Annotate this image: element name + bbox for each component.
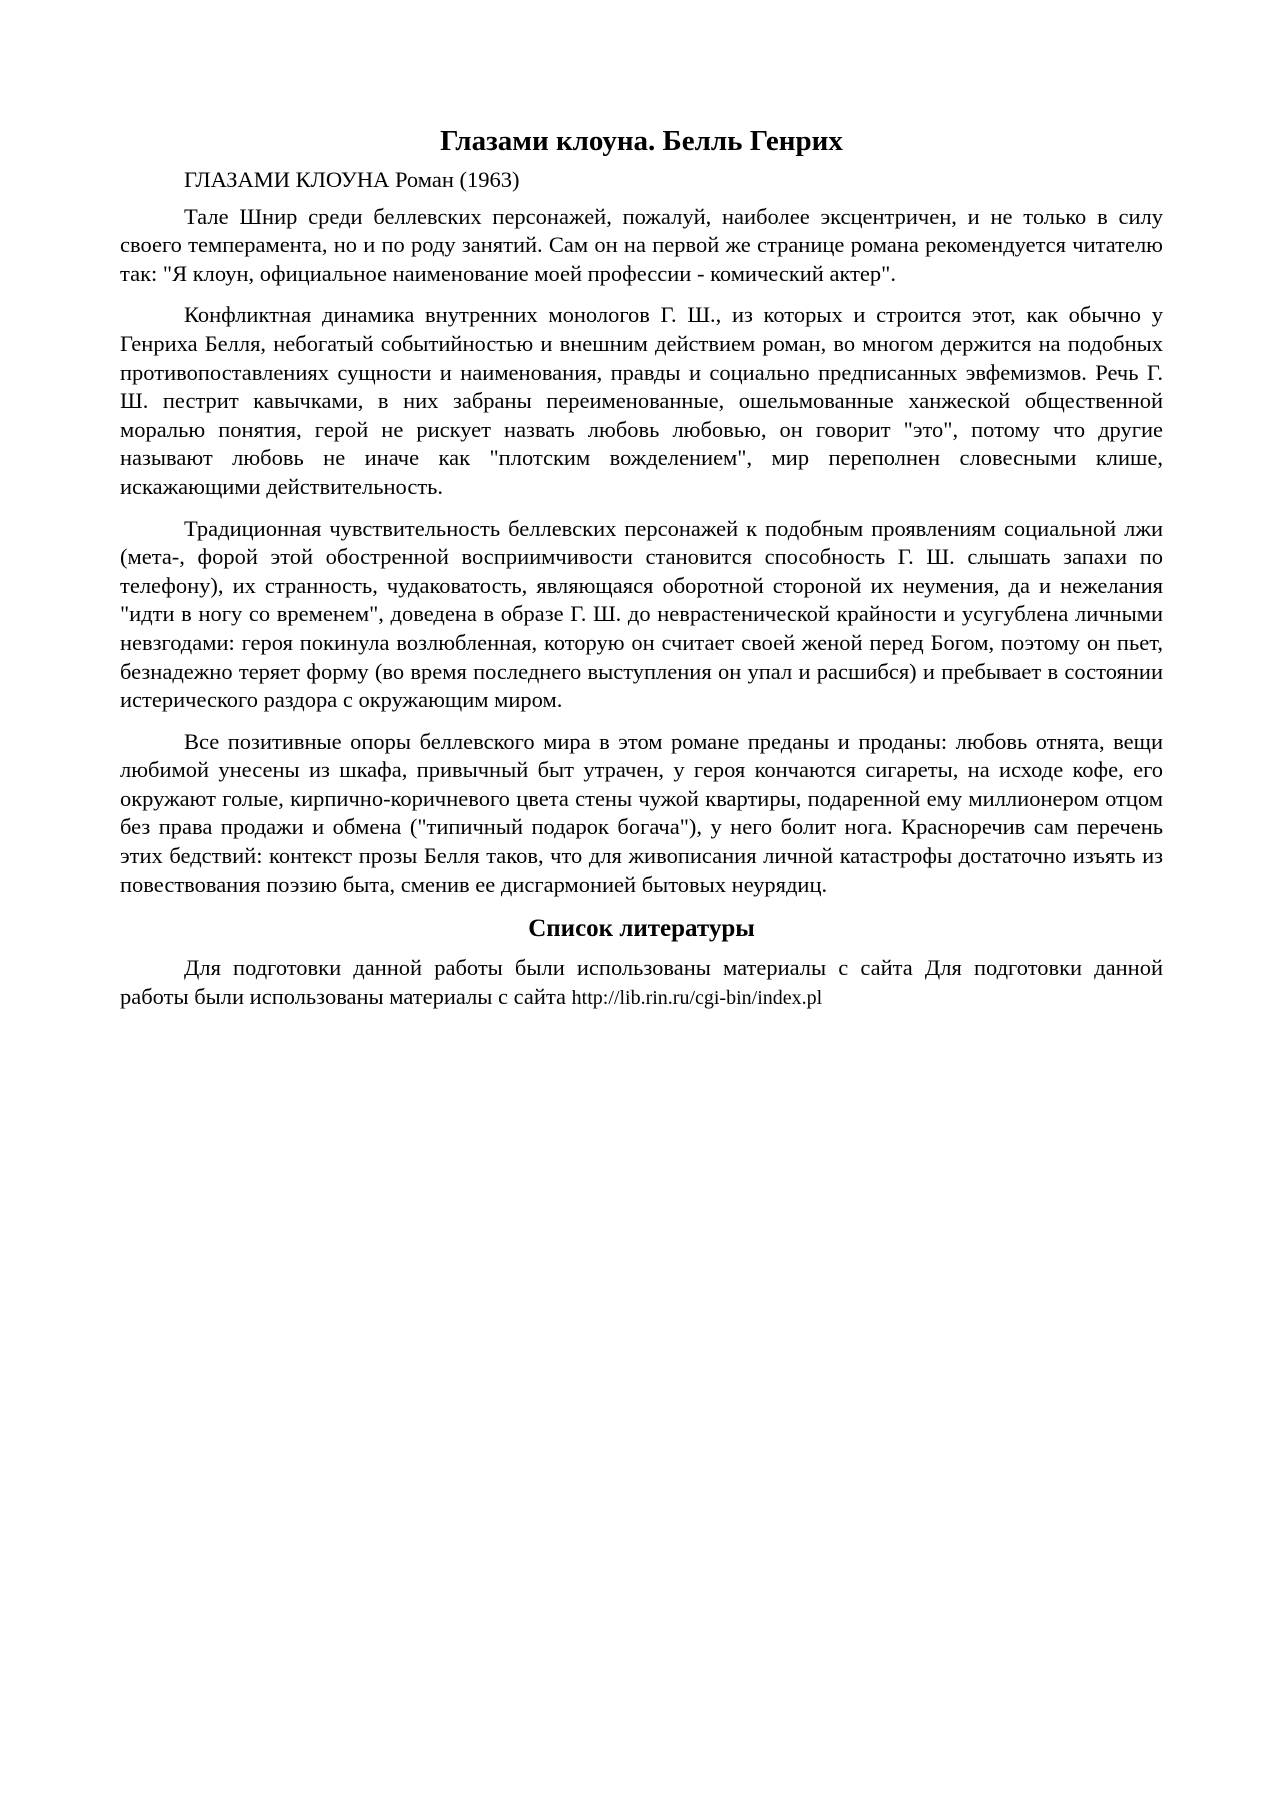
references-url[interactable]: http://lib.rin.ru/cgi-bin/index.pl [571,986,823,1009]
paragraph: Конфликтная динамика внутренних монологов Г. Ш., из которых и строится этот, как обычно у Генриха Белля, небогатый событийностью и внешним действием роман, во многом держится на подобных противопоставлениях сущности и наименования, правды и социально предписанных эвфемизмов. Речь Г. Ш. пестрит кавычками, в них забраны переименованные, ошельмованные ханжеской общественной моралью понятия, герой не рискует назвать любовь любовью, он говорит "это", потому что другие называют любовь не иначе как "плотским вожделением", мир переполнен словесными клише, искажающими действительность. [120,302,1163,499]
document-subtitle: ГЛАЗАМИ КЛОУНА Роман (1963) [184,167,520,192]
references-heading: Список литературы [528,915,755,943]
document-page [120,122,1163,1025]
paragraph: Традиционная чувствительность беллевских персонажей к подобным проявлениям социальной лжи (мета-, форой этой обостренной восприимчивости становится способность Г. Ш. слышать запахи по телефону), их странность, чудаковатость, являющаяся оборотной стороной их неумения, да и нежелания "идти в ногу со временем", доведена в образе Г. Ш. до неврастенической крайности и усугублена личными невзгодами: героя покинула возлюбленная, которую он считает своей женой перед Богом, поэтому он пьет, безнадежно теряет форму (во время последнего выступления он упал и расшибся) и пребывает в состоянии истерического раздора с окружающим миром. [120,515,1163,713]
document-title: Глазами клоуна. Белль Генрих [440,125,843,157]
references-text: Для подготовки данной работы были использованы материалы с сайта Для подготовки данной работы были использованы материалы с сайта [120,955,1163,1009]
paragraph: Тале Шнир среди беллевских персонажей, пожалуй, наиболее эксцентричен, и не только в силу своего темперамента, но и по роду занятий. Сам он на первой же странице романа рекомендуется читателю так: "Я клоун, официальное наименование моей профессии - комический актер". [120,203,1163,286]
references-paragraph [120,954,1163,1012]
paragraph: Все позитивные опоры беллевского мира в этом романе преданы и проданы: любовь отнята, вещи любимой унесены из шкафа, привычный быт утрачен, у героя кончаются сигареты, на исходе кофе, его окружают голые, кирпично-коричневого цвета стены чужой квартиры, подаренной ему миллионером отцом без права продажи и обмена ("типичный подарок богача"), у него болит нога. Красноречив сам перечень этих бедствий: контекст прозы Белля таков, что для живописания личной катастрофы достаточно изъять из повествования поэзию быта, сменив ее дисгармонией бытовых неурядиц. [120,728,1163,897]
